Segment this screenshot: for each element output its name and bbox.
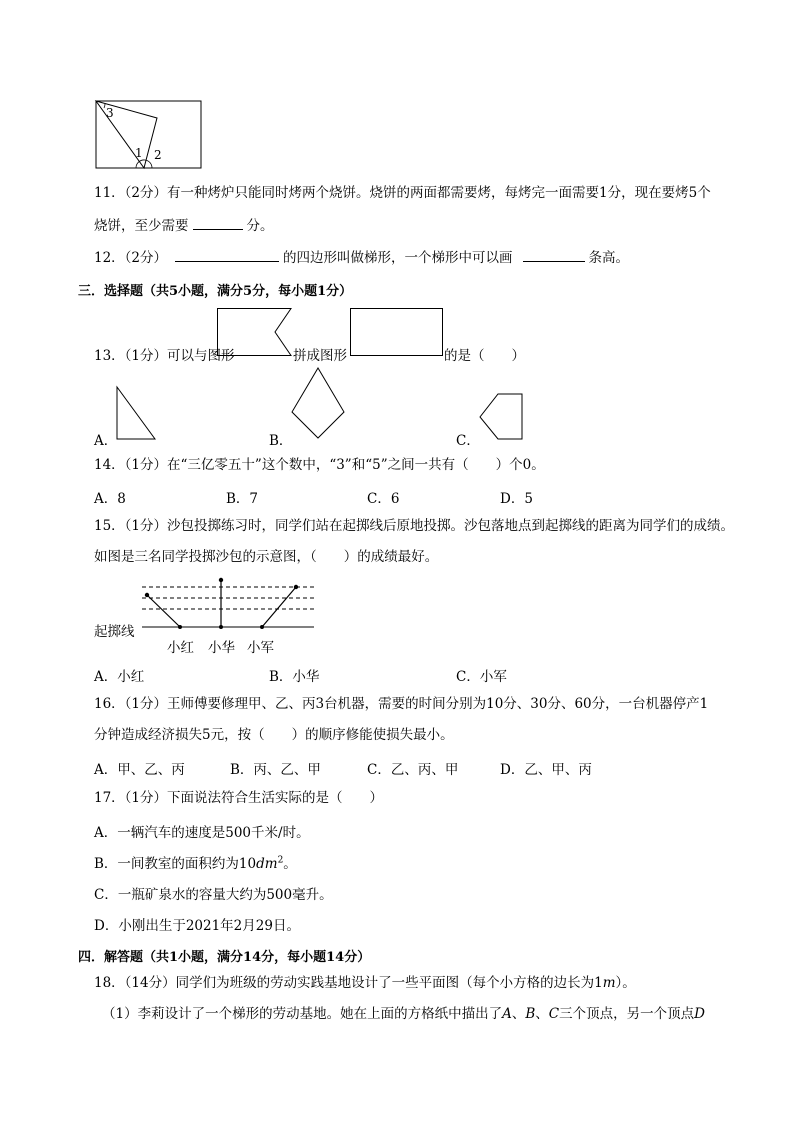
q12-prefix: 12．（2分） xyxy=(94,250,168,266)
q18-end: ）。 xyxy=(615,975,636,991)
q12-line xyxy=(94,248,629,266)
q18-sep-1: 、 xyxy=(511,1006,526,1022)
q14-option-b[interactable]: B．7 xyxy=(226,491,259,507)
q17-option-c[interactable]: C．一瓶矿泉水的容量大约为500毫升。 xyxy=(94,887,333,903)
q15-line1: 15．（1分）沙包投掷练习时，同学们站在起掷线后原地投掷。沙包落地点到起掷线的距离为同学们的成绩。 xyxy=(94,518,735,534)
q18-text: 18．（14分）同学们为班级的劳动实践基地设计了一些平面图（每个小方格的边长为1 xyxy=(94,975,603,991)
q14-option-c[interactable]: C．6 xyxy=(367,491,400,507)
q13-option-b-label[interactable]: B． xyxy=(269,433,293,449)
q15-line2: 如图是三名同学投掷沙包的示意图，（ ）的成绩最好。 xyxy=(94,549,439,565)
q15-start-dot-xiaohua xyxy=(219,625,223,629)
q15-name-xiaojun: 小军 xyxy=(247,640,274,656)
q18-unit: m xyxy=(602,975,616,991)
q13-notched-shape xyxy=(217,308,293,358)
section-3-heading: 三．选择题（共5小题，满分5分，每小题1分） xyxy=(78,284,353,299)
q18-point-d: D xyxy=(694,1006,705,1022)
q13-prefix: 13．（1分）可以与图形 xyxy=(94,348,235,364)
q13-option-b-kite[interactable] xyxy=(290,366,346,440)
q11-line2 xyxy=(94,216,274,234)
q15-name-xiaohua: 小华 xyxy=(208,640,235,656)
q15-start-dot-xiaohong xyxy=(178,625,182,629)
q11-cont-after: 分。 xyxy=(246,218,274,234)
q13-option-c-label[interactable]: C． xyxy=(456,433,480,449)
q13-option-c-pentagon[interactable] xyxy=(478,393,524,441)
q17-option-b-exponent: 2 xyxy=(277,855,284,866)
q16-option-c[interactable]: C．乙、丙、甲 xyxy=(367,762,459,778)
q18-point-c: C xyxy=(548,1006,560,1022)
q17-option-b[interactable] xyxy=(94,852,297,872)
q15-path-xiaojun xyxy=(262,587,296,627)
q18-sub1-text: （1）李莉设计了一个梯形的劳动基地。她在上面的方格纸中描出了 xyxy=(102,1006,503,1022)
q15-option-c[interactable]: C．小军 xyxy=(456,669,507,685)
q11-cont-before: 烧饼，至少需要 xyxy=(94,218,189,234)
q17-line: 17．（1分）下面说法符合生活实际的是（ ） xyxy=(94,790,384,806)
q13-line xyxy=(94,308,634,364)
q15-path-xiaohong xyxy=(147,595,180,627)
angle-label-1: 1 xyxy=(135,146,143,160)
q18-sub1-line xyxy=(102,1006,705,1022)
q13-rectangle-shape xyxy=(350,308,444,357)
q15-throw-diagram xyxy=(142,576,314,634)
q18-point-a: A xyxy=(502,1006,512,1022)
q15-option-b[interactable]: B．小华 xyxy=(269,669,320,685)
q18-sep-2: 、 xyxy=(535,1006,549,1022)
q15-start-line-label: 起掷线 xyxy=(94,624,135,640)
q16-line1: 16．（1分）王师傅要修理甲、乙、丙3台机器，需要的时间分别为10分、30分、60分，一台机器停产1 xyxy=(94,696,709,712)
q17-option-b-text: B．一间教室的面积约为10 xyxy=(94,856,257,872)
q18-point-b: B xyxy=(525,1006,536,1022)
angle-arc-3 xyxy=(104,104,105,108)
q16-line2: 分钟造成经济损失5元，按（ ）的顺序修能使损失最小。 xyxy=(94,727,454,743)
q14-option-a[interactable]: A．8 xyxy=(94,491,126,507)
q12-blank-2[interactable] xyxy=(523,248,585,262)
q14-option-d[interactable]: D．5 xyxy=(500,491,533,507)
q16-option-d[interactable]: D．乙、甲、丙 xyxy=(500,762,592,778)
q14-line: 14．（1分）在“三亿零五十”这个数中，“3”和“5”之间一共有（ ）个0。 xyxy=(94,457,545,473)
q17-option-d[interactable]: D．小刚出生于2021年2月29日。 xyxy=(94,918,300,934)
q18-sub1-mid: 三个顶点，另一个顶点 xyxy=(559,1006,695,1022)
q13-mid: 拼成图形 xyxy=(293,348,347,364)
q18-line1 xyxy=(94,975,636,991)
q11-line1: 11．（2分）有一种烤炉只能同时烤两个烧饼。烧饼的两面都需要烤，每烤完一面需要1分，现在要烤5个 xyxy=(94,185,711,201)
q15-start-dot-xiaojun xyxy=(260,625,264,629)
q13-suffix: 的是（ ） xyxy=(444,348,525,364)
q15-land-dot-xiaohua xyxy=(219,578,223,582)
q13-option-a-triangle[interactable] xyxy=(115,385,157,441)
q15-land-dot-xiaojun xyxy=(294,585,298,589)
q13-option-a-label[interactable]: A． xyxy=(94,433,118,449)
q15-option-a[interactable]: A．小红 xyxy=(94,669,145,685)
q17-option-b-end: 。 xyxy=(283,856,297,872)
q17-option-a[interactable]: A．一辆汽车的速度是500千米/时。 xyxy=(94,825,310,841)
q12-blank-1[interactable] xyxy=(175,248,279,262)
q12-suffix: 条高。 xyxy=(588,250,630,266)
angle-label-3: 3 xyxy=(106,106,114,120)
q17-option-b-unit: dm xyxy=(256,856,278,872)
angle-label-2: 2 xyxy=(154,148,162,162)
q16-option-b[interactable]: B．丙、乙、甲 xyxy=(230,762,321,778)
q15-name-xiaohong: 小红 xyxy=(167,640,194,656)
q11-answer-blank[interactable] xyxy=(193,216,243,230)
section-4-heading: 四．解答题（共1小题，满分14分，每小题14分） xyxy=(78,950,371,965)
q15-land-dot-xiaohong xyxy=(145,593,149,597)
q12-mid: 的四边形叫做梯形，一个梯形中可以画 xyxy=(283,250,513,266)
q16-option-a[interactable]: A．甲、乙、丙 xyxy=(94,762,185,778)
angle-figure xyxy=(90,96,210,172)
